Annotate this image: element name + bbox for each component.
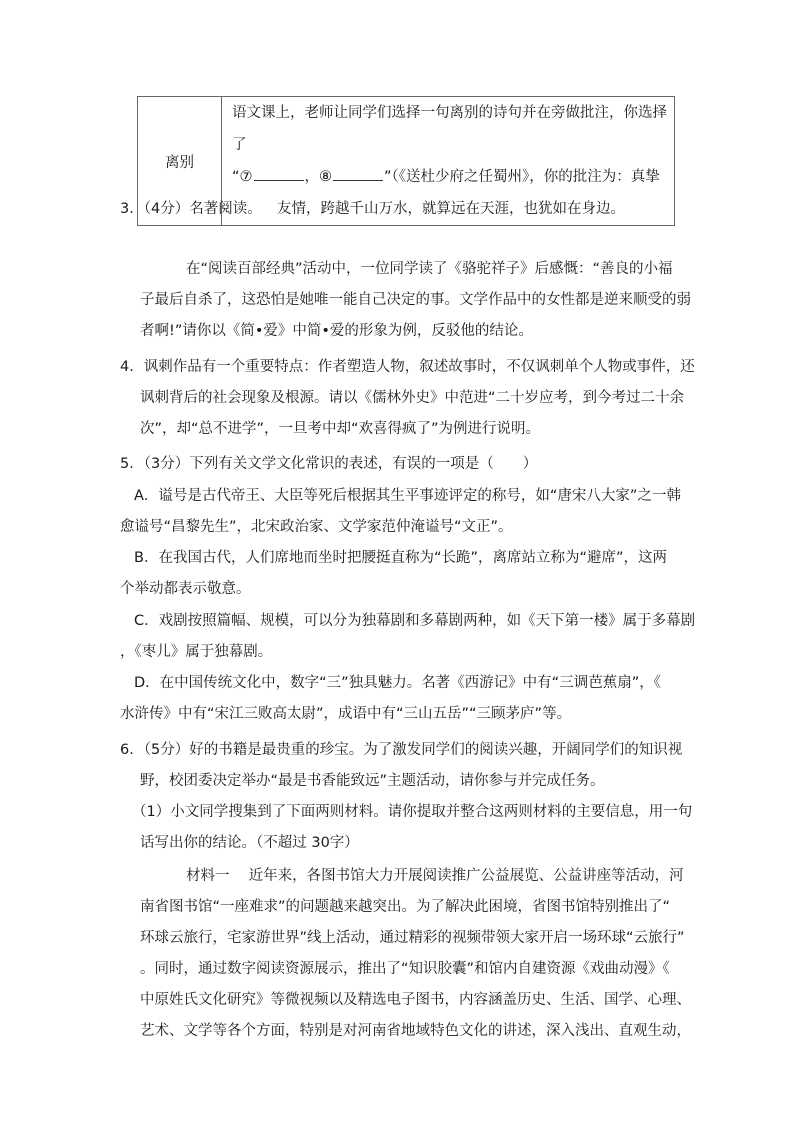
blank-7[interactable] (254, 166, 304, 181)
q5-option-d: D．在中国传统文化中，数字“三”独具魅力。名著《西游记》中有“三调芭蕉扇”，《 (134, 675, 661, 691)
q5-option-b-cont: 个举动都表示敬意。 (120, 581, 251, 597)
material-1-line: 环球云旅行，宅家游世界”线上活动，通过精彩的视频带领大家开启一场环球“云旅行” (140, 930, 685, 946)
q6-sub-question: （1）小文同学搜集到了下面两则材料。请你提取并整合这两则材料的主要信息，用一句 (132, 804, 693, 820)
table-category-cell: 离别 (138, 97, 222, 226)
q5-option-b: B．在我国古代，人们席地而坐时把腰挺直称为“长跪”，离席站立称为“避席”，这两 (134, 550, 667, 566)
material-1-line: 南省图书馆“一座难求”的问题越来越突出。为了解决此困境，省图书馆特别推出了“ (140, 899, 671, 915)
q5-heading: 5．（3分）下列有关文学文化常识的表述，有误的一项是（ ） (120, 456, 538, 472)
q6-heading: 6．（5分）好的书籍是最贵重的珍宝。为了激发同学们的阅读兴趣，开阔同学们的知识视 (120, 742, 683, 758)
q5-option-a: A．谥号是古代帝王、大臣等死后根据其生平事迹评定的称号，如“唐宋八大家”之一韩 (134, 488, 681, 504)
table-content-cell (222, 97, 675, 226)
q3-paragraph-line: 子最后自杀了，这恐怕是她唯一能自己决定的事。文学作品中的女性都是逆来顺受的弱 (140, 292, 691, 308)
blank-7-label: ⑦ (239, 169, 253, 185)
q3-paragraph-line: 者啊!”请你以《简•爱》中简•爱的形象为例，反驳他的结论。 (140, 323, 533, 339)
table-line-2: “⑦ ，⑧ ”（《送杜少府之任蜀州》，你的批注为：真挚 (232, 161, 670, 193)
material-1-line: 材料一 近年来，各图书馆大力开展阅读推广公益展览、公益讲座等活动，河 (186, 868, 684, 884)
blank-8-label: ⑧ (319, 169, 333, 185)
table-line-3: 友情，跨越千山万水，就算远在天涯，也犹如在身边。 (277, 201, 625, 217)
q4-line: 讽刺背后的社会现象及根源。请以《儒林外史》中范进“二十岁应考，到今考过二十余 (140, 390, 685, 406)
material-1-line: 。同时，通过数字阅读资源展示，推出了“知识胶囊”和馆内自建资源《戏曲动漫》《 (140, 961, 670, 977)
q5-option-d-cont: 水浒传》中有“宋江三败高太尉”，成语中有“三山五岳”“三顾茅庐”等。 (120, 706, 572, 722)
q5-option-a-cont: 愈谥号“昌黎先生”，北宋政治家、文学家范仲淹谥号“文正”。 (120, 519, 513, 535)
q4-line: 次”，却“总不进学”，一旦考中却“欢喜得疯了”为例进行说明。 (140, 421, 541, 437)
q6-sub-question-cont: 话写出你的结论。（不超过 30字） (140, 835, 359, 851)
q3-heading: 3．（4分）名著阅读。 (120, 201, 262, 217)
q4-line: 4．讽刺作品有一个重要特点：作者塑造人物，叙述故事时，不仅讽刺单个人物或事件，还 (120, 359, 695, 375)
table-line-1: 语文课上，老师让同学们选择一句离别的诗句并在旁做批注，你选择了 (232, 105, 667, 153)
q6-line: 野，校团委决定举办“最是书香能致远”主题活动，请你参与并完成任务。 (140, 773, 605, 789)
q5-option-c-cont: ，《枣儿》属于独幕剧。 (120, 644, 273, 660)
q5-option-c: C．戏剧按照篇幅、规模，可以分为独幕剧和多幕剧两种，如《天下第一楼》属于多幕剧 (134, 613, 696, 629)
blank-8[interactable] (333, 166, 383, 181)
q3-paragraph-line: 在“阅读百部经典”活动中，一位同学读了《骆驼祥子》后感慨：“善良的小福 (186, 261, 673, 277)
material-1-line: 艺术、文学等各个方面，特别是对河南省地域特色文化的讲述，深入浅出、直观生动， (140, 1023, 691, 1039)
material-1-line: 中原姓氏文化研究》等微视频以及精选电子图书，内容涵盖历史、生活、国学、心理、 (140, 992, 691, 1008)
